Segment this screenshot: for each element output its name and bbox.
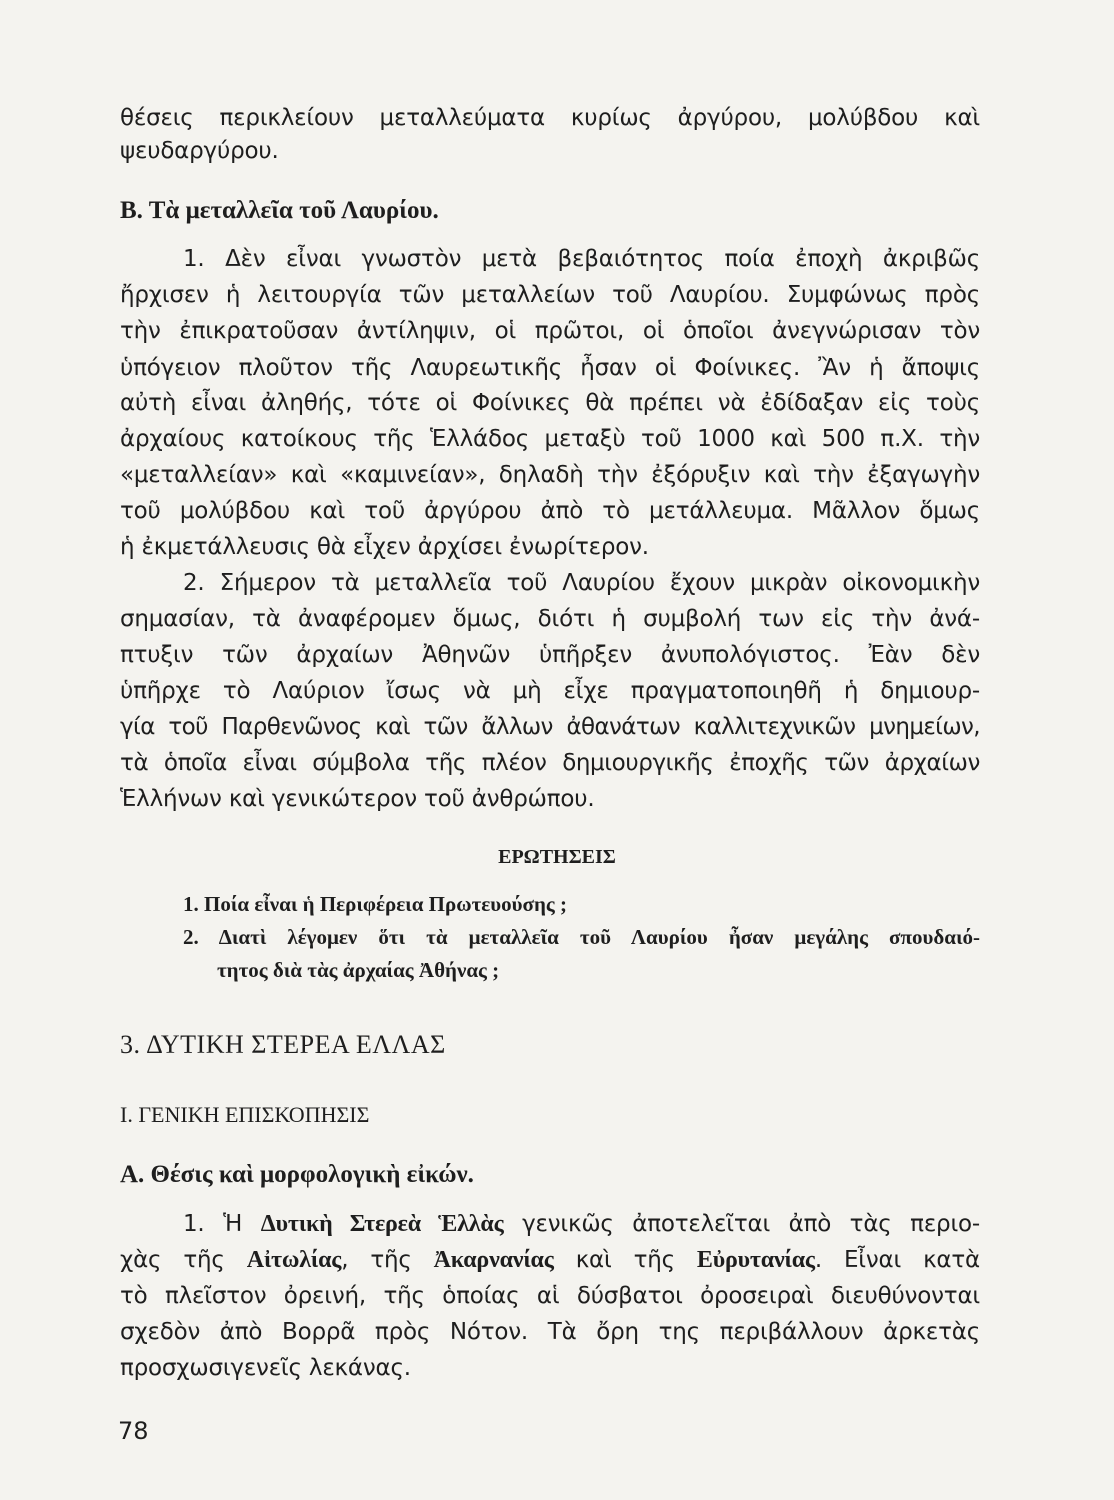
text-line: αὐτὴ εἶναι ἀληθής, τότε οἱ Φοίνικες θὰ πρέπει νὰ ἐδίδαξαν εἰς τοὺς [120,390,980,416]
text-run: καὶ τῆς [553,1247,697,1273]
bold-term: Εὐρυτανίας [696,1247,815,1273]
bold-term: Αἰτωλίας [246,1247,342,1273]
text-run: χὰς τῆς [120,1247,247,1273]
text-line: Ἑλλήνων καὶ γενικώτερον τοῦ ἀνθρώπου. [120,786,595,812]
text-line: θέσεις περικλείουν μεταλλεύματα κυρίως ἀργύρου, μολύβδου καὶ [120,105,980,131]
text-line: «μεταλλείαν» καὶ «καμινείαν», δηλαδὴ τὴν ἐξόρυξιν καὶ τὴν ἐξαγωγὴν [120,462,980,488]
text-line: ψευδαργύρου. [120,138,279,164]
text-line: γία τοῦ Παρθενῶνος καὶ τῶν ἄλλων ἀθανάτων καλλιτεχνικῶν μνημείων, [120,714,980,740]
section-heading: Β. Τὰ μεταλλεῖα τοῦ Λαυρίου. [120,197,439,224]
chapter-title: 3. ΔΥΤΙΚΗ ΣΤΕΡΕΑ ΕΛΛΑΣ [120,1030,446,1059]
text-line: τὴν ἐπικρατοῦσαν ἀντίληψιν, οἱ πρῶτοι, οἱ ὁποῖοι ἀνεγνώρισαν τὸν [120,318,980,344]
text-line: 1. Δὲν εἶναι γνωστὸν μετὰ βεβαιότητος ποία ἐποχὴ ἀκριβῶς [183,246,980,272]
bold-term: Ἀκαρνανίας [433,1247,554,1273]
question-item-continued: τητος διὰ τὰς ἀρχαίας Ἀθήνας ; [217,958,500,982]
text-run: γενικῶς ἀποτελεῖται ἀπὸ τὰς περιο- [503,1211,980,1237]
text-line: ἤρχισεν ἡ λειτουργία τῶν μεταλλείων τοῦ Λαυρίου. Συμφώνως πρὸς [120,282,980,308]
text-line: 2. Σήμερον τὰ μεταλλεῖα τοῦ Λαυρίου ἔχουν μικρὰν οἰκονομικὴν [183,570,980,596]
text-line: τὰ ὁποῖα εἶναι σύμβολα τῆς πλέον δημιουργικῆς ἐποχῆς τῶν ἀρχαίων [120,750,980,776]
text-line [120,1245,980,1275]
text-run: . Εἶναι κατὰ [814,1247,980,1273]
text-line: σημασίαν, τὰ ἀναφέρομεν ὅμως, διότι ἡ συμβολή των εἰς τὴν ἀνά- [120,606,980,632]
text-run: 1. Ἡ [183,1211,261,1237]
text-line: τὸ πλεῖστον ὀρεινή, τῆς ὁποίας αἱ δύσβατοι ὀροσειραὶ διευθύνονται [120,1283,980,1309]
text-line [183,1209,980,1239]
text-line: τοῦ μολύβδου καὶ τοῦ ἀργύρου ἀπὸ τὸ μετάλλευμα. Μᾶλλον ὅμως [120,498,980,524]
text-run: , τῆς [341,1247,434,1273]
questions-title: ΕΡΩΤΗΣΕΙΣ [498,846,616,868]
text-line: προσχωσιγενεῖς λεκάνας. [120,1355,411,1381]
text-line: πτυξιν τῶν ἀρχαίων Ἀθηνῶν ὑπῆρξεν ἀνυπολόγιστος. Ἐὰν δὲν [120,642,980,668]
text-line: σχεδὸν ἀπὸ Βορρᾶ πρὸς Νότον. Τὰ ὄρη της περιβάλλουν ἀρκετὰς [120,1319,980,1345]
question-item: 1. Ποία εἶναι ἡ Περιφέρεια Πρωτευούσης ; [183,892,567,916]
bold-term: Δυτικὴ Στερεὰ Ἑλλὰς [260,1211,504,1237]
text-line: ὑπόγειον πλοῦτον τῆς Λαυρεωτικῆς ἦσαν οἱ Φοίνικες. Ἂν ἡ ἄποψις [120,355,980,381]
chapter-subtitle: Ι. ΓΕΝΙΚΗ ΕΠΙΣΚΟΠΗΣΙΣ [120,1102,370,1127]
text-line: ἀρχαίους κατοίκους τῆς Ἑλλάδος μεταξὺ τοῦ 1000 καὶ 500 π.Χ. τὴν [120,426,980,452]
section-heading: Α. Θέσις καὶ μορφολογικὴ εἰκών. [120,1161,474,1188]
question-item: 2. Διατὶ λέγομεν ὅτι τὰ μεταλλεῖα τοῦ Λαυρίου ἦσαν μεγάλης σπουδαιό- [183,925,980,949]
page-number: 78 [118,1417,149,1445]
text-line: ὑπῆρχε τὸ Λαύριον ἴσως νὰ μὴ εἶχε πραγματοποιηθῆ ἡ δημιουρ- [120,678,980,704]
text-line: ἡ ἐκμετάλλευσις θὰ εἶχεν ἀρχίσει ἐνωρίτερον. [120,534,649,560]
